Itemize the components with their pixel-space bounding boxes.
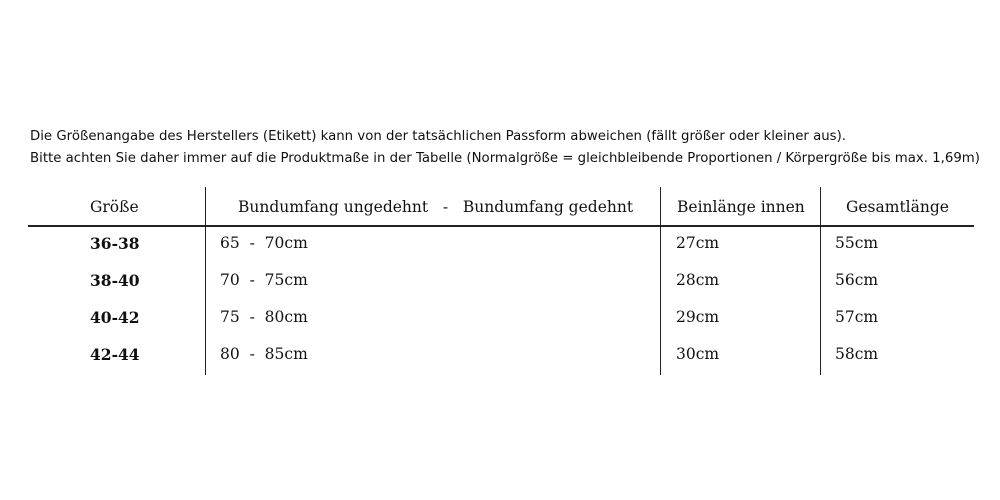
row-size: 38-40 bbox=[90, 271, 140, 290]
row-inseam: 28cm bbox=[676, 271, 720, 289]
row-size: 36-38 bbox=[90, 234, 140, 253]
header-length: Gesamtlänge bbox=[846, 198, 949, 216]
row-waist: 75 - 80cm bbox=[220, 308, 308, 326]
note-manufacturer-size: Die Größenangabe des Herstellers (Etikett) kann von der tatsächlichen Passform abweichen (fällt größer oder kleiner aus). bbox=[30, 129, 846, 144]
row-inseam: 30cm bbox=[676, 345, 720, 363]
row-size: 42-44 bbox=[90, 345, 140, 364]
header-size: Größe bbox=[90, 198, 139, 216]
row-size: 40-42 bbox=[90, 308, 140, 327]
row-length: 57cm bbox=[835, 308, 879, 326]
size-table bbox=[28, 187, 974, 375]
size-notes bbox=[30, 126, 980, 170]
row-waist: 70 - 75cm bbox=[220, 271, 308, 289]
row-inseam: 29cm bbox=[676, 308, 720, 326]
header-divider bbox=[28, 225, 974, 227]
row-inseam: 27cm bbox=[676, 234, 720, 252]
column-divider bbox=[820, 187, 821, 375]
row-length: 55cm bbox=[835, 234, 879, 252]
column-divider bbox=[205, 187, 206, 375]
row-length: 58cm bbox=[835, 345, 879, 363]
header-inseam: Beinlänge innen bbox=[677, 198, 805, 216]
row-length: 56cm bbox=[835, 271, 879, 289]
header-waist: Bundumfang ungedehnt - Bundumfang gedehnt bbox=[238, 198, 634, 216]
row-waist: 65 - 70cm bbox=[220, 234, 308, 252]
row-waist: 80 - 85cm bbox=[220, 345, 308, 363]
column-divider bbox=[660, 187, 661, 375]
note-check-measurements: Bitte achten Sie daher immer auf die Produktmaße in der Tabelle (Normalgröße = gleichbleibende Proportionen / Körpergröße bis max. 1,69m) bbox=[30, 151, 980, 166]
